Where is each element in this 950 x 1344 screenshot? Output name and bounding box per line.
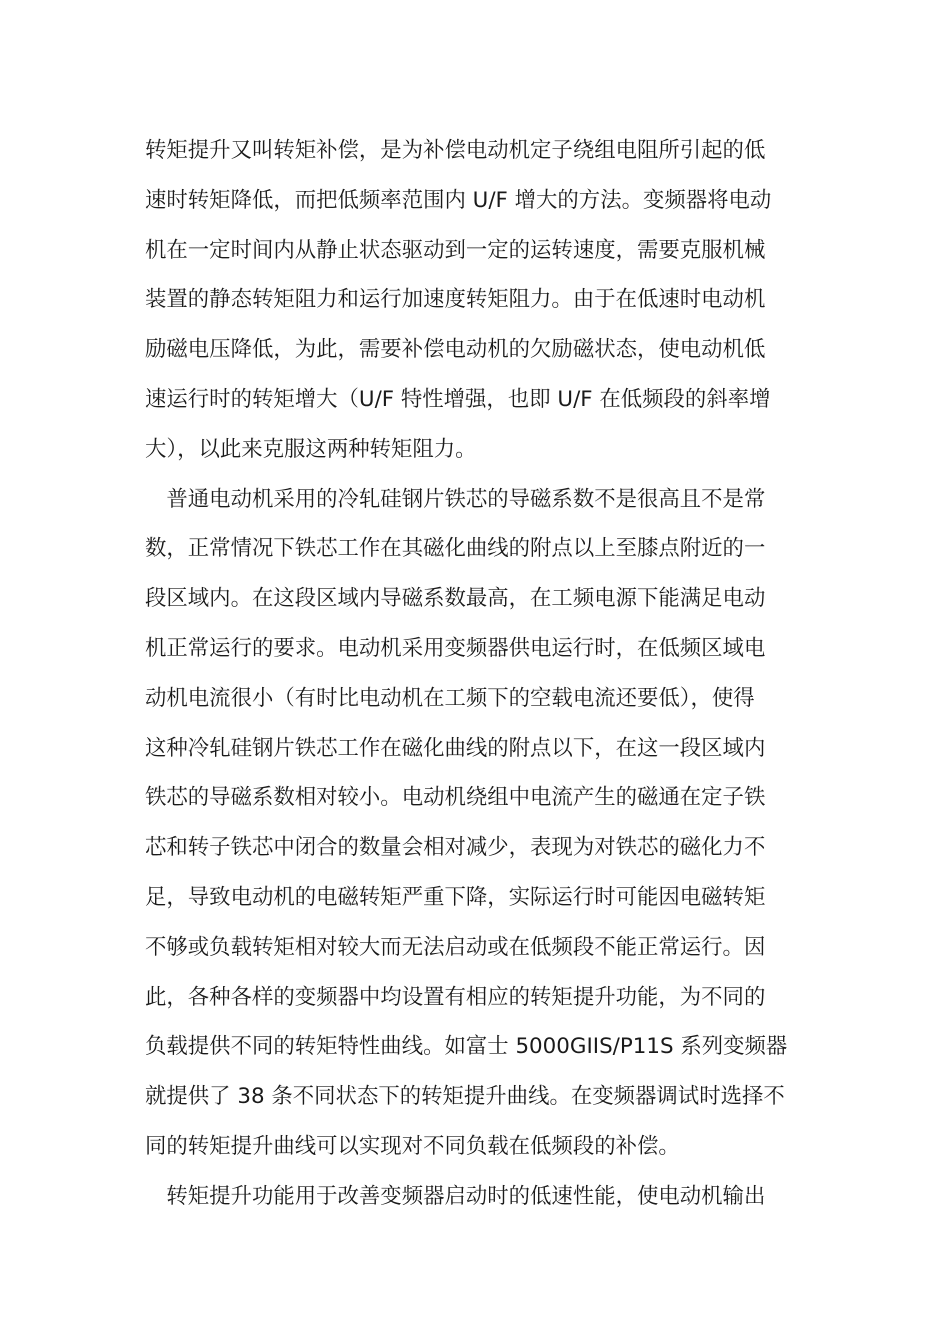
text-line: 机正常运行的要求。电动机采用变频器供电运行时，在低频区域电 [145, 635, 766, 661]
text-line: 转矩提升功能用于改善变频器启动时的低速性能，使电动机输出 [145, 1183, 766, 1209]
body-text [145, 126, 809, 1222]
text-line: 就提供了 38 条不同状态下的转矩提升曲线。在变频器调试时选择不 [145, 1084, 785, 1110]
text-line: 普通电动机采用的冷轧硅钢片铁芯的导磁系数不是很高且不是常 [145, 486, 766, 512]
text-line: 装置的静态转矩阻力和运行加速度转矩阻力。由于在低速时电动机 [145, 287, 766, 313]
text-line: 此，各种各样的变频器中均设置有相应的转矩提升功能，为不同的 [145, 984, 766, 1010]
text-line: 这种冷轧硅钢片铁芯工作在磁化曲线的附点以下，在这一段区域内 [145, 735, 766, 761]
text-line: 负载提供不同的转矩特性曲线。如富士 5000GIIS/P11S 系列变频器 [145, 1034, 788, 1060]
text-line: 励磁电压降低，为此，需要补偿电动机的欠励磁状态，使电动机低 [145, 337, 766, 363]
text-line: 转矩提升又叫转矩补偿，是为补偿电动机定子绕组电阻所引起的低 [145, 138, 766, 163]
text-line: 数，正常情况下铁芯工作在其磁化曲线的附点以上至膝点附近的一 [145, 536, 766, 562]
paragraph-3 [145, 1172, 809, 1222]
text-line: 段区域内。在这段区域内导磁系数最高，在工频电源下能满足电动 [145, 586, 766, 612]
text-line: 动机电流很小（有时比电动机在工频下的空载电流还要低），使得 [145, 685, 755, 711]
text-line: 不够或负载转矩相对较大而无法启动或在低频段不能正常运行。因 [145, 934, 766, 960]
text-line: 铁芯的导磁系数相对较小。电动机绕组中电流产生的磁通在定子铁 [145, 785, 766, 811]
text-line: 速时转矩降低，而把低频率范围内 U/F 增大的方法。变频器将电动 [145, 187, 772, 213]
text-line: 机在一定时间内从静止状态驱动到一定的运转速度，需要克服机械 [145, 237, 766, 263]
paragraph-2 [145, 475, 809, 1172]
paragraph-1 [145, 126, 809, 475]
text-line: 同的转矩提升曲线可以实现对不同负载在低频段的补偿。 [145, 1133, 680, 1159]
text-line: 速运行时的转矩增大（U/F 特性增强，也即 U/F 在低频段的斜率增 [145, 386, 771, 412]
text-line: 大），以此来克服这两种转矩阻力。 [145, 436, 477, 462]
text-line: 足，导致电动机的电磁转矩严重下降，实际运行时可能因电磁转矩 [145, 884, 766, 910]
text-line: 芯和转子铁芯中闭合的数量会相对减少，表现为对铁芯的磁化力不 [145, 835, 766, 861]
